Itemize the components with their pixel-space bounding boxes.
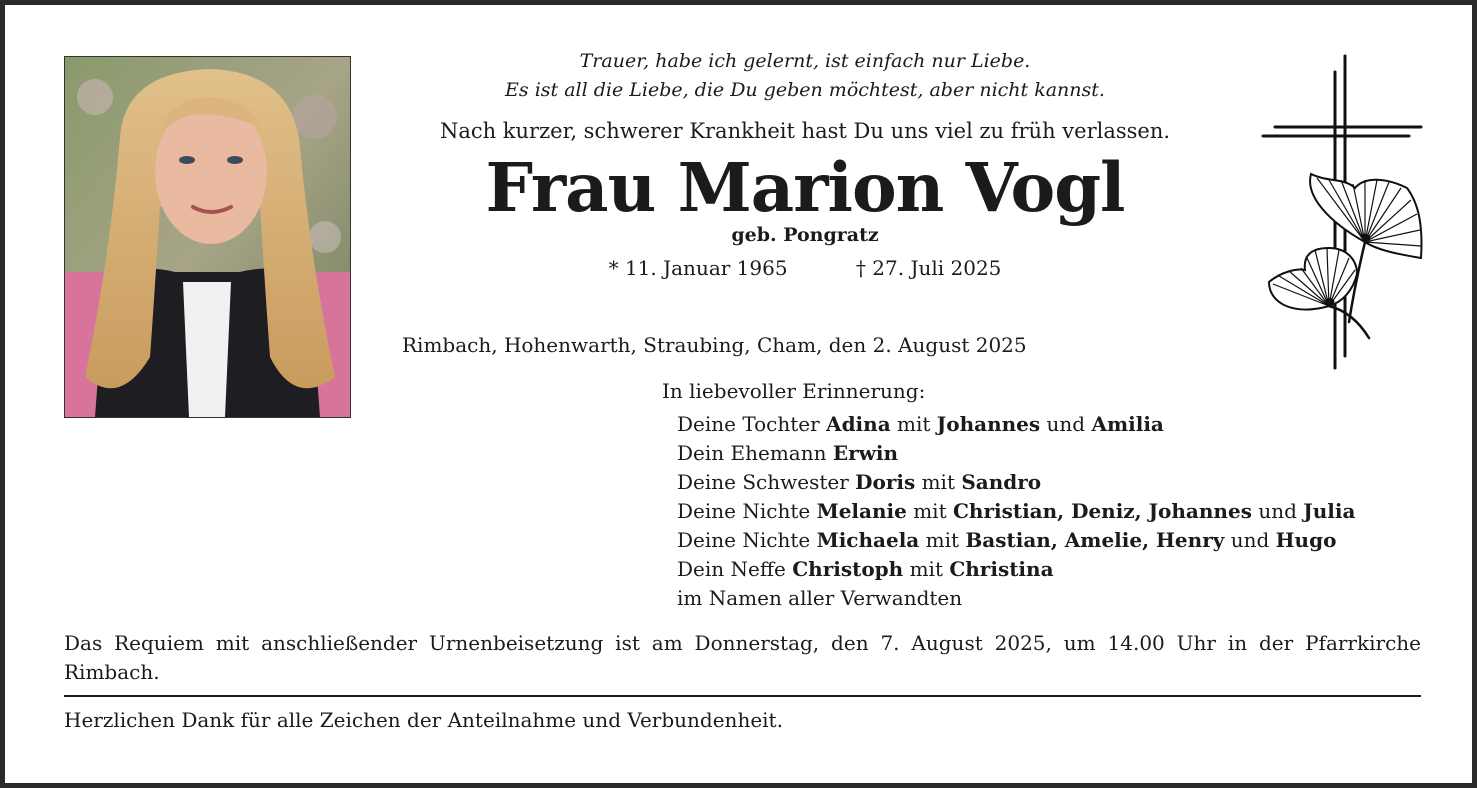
- mourner-name: Bastian, Amelie, Henry: [965, 528, 1225, 552]
- mourner-relation: und: [1251, 499, 1304, 523]
- mourner-name: Doris: [855, 470, 916, 494]
- header-block: [365, 47, 1245, 282]
- service-info: Das Requiem mit anschließender Urnenbeisetzung ist am Donnerstag, den 7. August 2025, um 14.00 Uhr in der Pfarrkirche Rimbach.: [64, 631, 1421, 684]
- mourner-relation: im Namen aller Verwandten: [677, 586, 963, 610]
- mourner-relation: und: [1040, 412, 1092, 436]
- mourner-relation: Deine Nichte: [677, 528, 817, 552]
- quote-line-2: Es ist all die Liebe, die Du geben möchtest, aber nicht kannst.: [505, 79, 1105, 101]
- mourner-name: Erwin: [832, 441, 898, 465]
- memory-label: In liebevoller Erinnerung:: [662, 379, 926, 403]
- life-dates: [365, 254, 1245, 282]
- mourner-line: [677, 497, 1355, 526]
- quote-line-1: Trauer, habe ich gelernt, ist einfach nur Liebe.: [579, 50, 1031, 72]
- mourner-line: [677, 410, 1355, 439]
- mourner-line: [677, 584, 1355, 613]
- mourner-relation: mit: [890, 412, 937, 436]
- mourner-relation: Deine Nichte: [677, 499, 817, 523]
- mourners-list: [677, 410, 1355, 613]
- mourner-relation: mit: [915, 470, 962, 494]
- mourner-relation: Dein Neffe: [677, 557, 793, 581]
- mourner-relation: mit: [919, 528, 966, 552]
- mourner-line: [677, 439, 1355, 468]
- mourner-name: Hugo: [1275, 528, 1337, 552]
- mourner-name: Amilia: [1091, 412, 1164, 436]
- mourner-name: Sandro: [961, 470, 1042, 494]
- mourner-relation: Deine Tochter: [677, 412, 827, 436]
- mourner-relation: Deine Schwester: [677, 470, 856, 494]
- mourner-name: Julia: [1303, 499, 1356, 523]
- mourner-name: Christina: [949, 557, 1054, 581]
- mourner-relation: und: [1224, 528, 1276, 552]
- place-and-date: Rimbach, Hohenwarth, Straubing, Cham, den 2. August 2025: [402, 333, 1027, 357]
- mourner-name: Johannes: [936, 412, 1041, 436]
- mourner-name: Christoph: [792, 557, 904, 581]
- mourner-name: Adina: [826, 412, 891, 436]
- mourner-line: [677, 555, 1355, 584]
- mourner-name: Michaela: [816, 528, 920, 552]
- portrait-photo: [64, 56, 351, 418]
- mourner-relation: Dein Ehemann: [677, 441, 833, 465]
- deceased-name: Frau Marion Vogl: [485, 148, 1125, 227]
- cross-with-ginkgo-leaves-icon: [1257, 54, 1427, 374]
- maiden-name: geb. Pongratz: [731, 224, 879, 246]
- divider-rule: [64, 695, 1421, 697]
- mourner-relation: mit: [906, 499, 953, 523]
- mourner-relation: mit: [903, 557, 950, 581]
- mourner-line: [677, 468, 1355, 497]
- thanks-text: Herzlichen Dank für alle Zeichen der Anteilnahme und Verbundenheit.: [64, 708, 783, 732]
- death-date: † 27. Juli 2025: [855, 256, 1002, 280]
- lead-text: Nach kurzer, schwerer Krankheit hast Du uns viel zu früh verlassen.: [439, 119, 1171, 143]
- mourner-name: Melanie: [816, 499, 907, 523]
- mourner-name: Christian, Deniz, Johannes: [952, 499, 1252, 523]
- mourner-line: [677, 526, 1355, 555]
- birth-date: * 11. Januar 1965: [608, 256, 788, 280]
